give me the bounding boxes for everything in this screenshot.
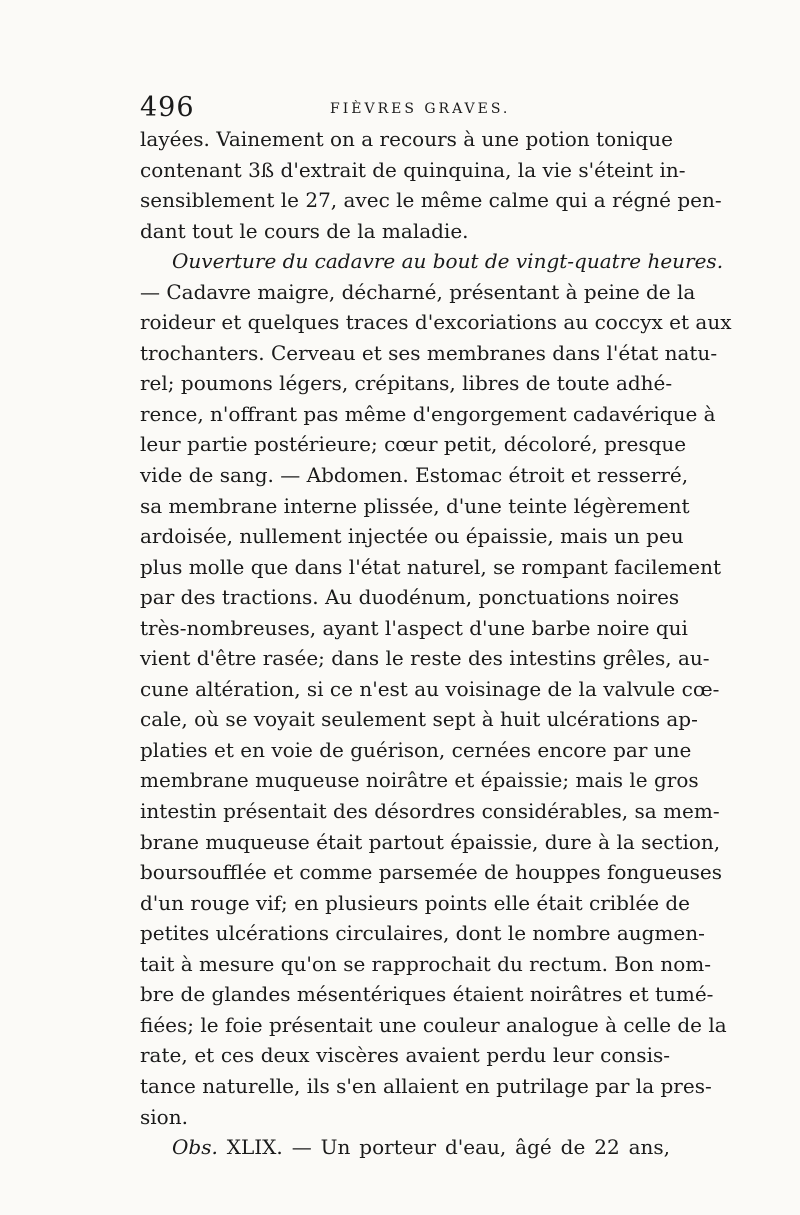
text-line: layées. Vainement on a recours à une potion tonique	[140, 127, 673, 151]
text-line: — Cadavre maigre, décharné, présentant à peine de la	[140, 279, 696, 304]
text-line: vient d'être rasée; dans le reste des intestins grêles, au-	[140, 646, 710, 671]
text-line: vide de sang. — Abdomen. Estomac étroit et resserré,	[140, 463, 689, 488]
observation-text: — Un porteur d'eau, âgé de 22 ans,	[291, 1135, 671, 1160]
text-line: très-nombreuses, ayant l'aspect d'une barbe noire qui	[140, 615, 688, 640]
autopsy-heading: Ouverture du cadavre au bout de vingt-quatre heures.	[172, 249, 724, 274]
text-line: sa membrane interne plissée, d'une teinte légèrement	[140, 493, 690, 518]
text-line: membrane muqueuse noirâtre et épaissie; mais le gros	[140, 768, 699, 793]
text-line: tait à mesure qu'on se rapprochait du rectum. Bon nom-	[140, 951, 711, 976]
text-line: sensiblement le 27, avec le même calme qui a régné pen-	[140, 188, 722, 213]
observation-label: Obs.	[172, 1135, 218, 1160]
body-text	[140, 124, 732, 1163]
text-line: d'un rouge vif; en plusieurs points elle était criblée de	[140, 890, 691, 915]
text-line: rel; poumons légers, crépitans, libres de toute adhé-	[140, 371, 673, 396]
text-line: trochanters. Cerveau et ses membranes dans l'état natu-	[140, 340, 718, 365]
page-number: 496	[140, 92, 195, 123]
text-line: rate, et ces deux viscères avaient perdu leur consis-	[140, 1043, 670, 1068]
text-line: rence, n'offrant pas même d'engorgement cadavérique à	[140, 401, 716, 426]
running-head: FIÈVRES GRAVES.	[330, 101, 511, 117]
text-line: ardoisée, nullement injectée ou épaissie, mais un peu	[140, 524, 684, 549]
text-line: petites ulcérations circulaires, dont le nombre augmen-	[140, 921, 705, 946]
text-line: dant tout le cours de la maladie.	[140, 218, 469, 243]
text-line: cale, où se voyait seulement sept à huit ulcérations ap-	[140, 707, 698, 732]
text-line: contenant 3ß d'extrait de quinquina, la vie s'éteint in-	[140, 157, 686, 182]
text-line: tance naturelle, ils s'en allaient en putrilage par la pres-	[140, 1073, 712, 1098]
text-line: intestin présentait des désordres considérables, sa mem-	[140, 799, 720, 824]
text-line: roideur et quelques traces d'excoriations au coccyx et aux	[140, 310, 732, 335]
text-line: sion.	[140, 1104, 188, 1129]
text-line: brane muqueuse était partout épaissie, dure à la section,	[140, 829, 721, 854]
text-line: cune altération, si ce n'est au voisinage de la valvule cœ-	[140, 676, 720, 701]
text-line: par des tractions. Au duodénum, ponctuations noires	[140, 585, 680, 610]
text-line: fiées; le foie présentait une couleur analogue à celle de la	[140, 1012, 727, 1037]
observation-number: XLIX.	[226, 1135, 283, 1160]
text-line: plus molle que dans l'état naturel, se rompant facilement	[140, 554, 722, 579]
text-line: boursoufflée et comme parsemée de houppes fongueuses	[140, 860, 723, 885]
text-line: leur partie postérieure; cœur petit, décoloré, presque	[140, 432, 687, 457]
text-line: platies et en voie de guérison, cernées encore par une	[140, 737, 692, 762]
observation-line	[140, 1132, 670, 1163]
page-header	[140, 92, 670, 124]
text-line: bre de glandes mésentériques étaient noirâtres et tumé-	[140, 982, 714, 1007]
